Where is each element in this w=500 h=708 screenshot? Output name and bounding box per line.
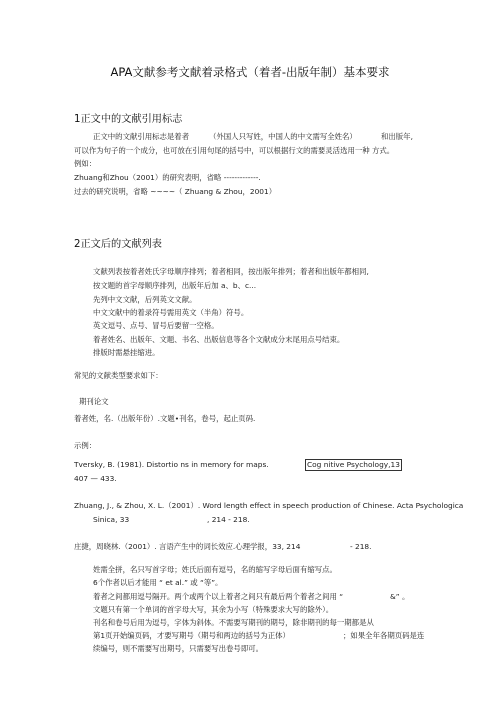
- example-label-2: 示例：: [74, 441, 97, 450]
- example-line-2: 过去的研究说明，省略 ~~~~（ Zhuang & Zhou，2001）: [74, 187, 277, 196]
- rule-line: 中文文献中的着录符号需用英文（半角）符号。: [93, 308, 249, 317]
- note-line: 姓需全拼，名只写首字母；姓氏后面有逗号，名的缩写字母后面有缩写点。: [93, 565, 337, 574]
- rule-line: 先列中文文献，后列英文文献。: [93, 295, 197, 304]
- reference-2-volume: Sinica, 33: [93, 515, 130, 524]
- reference-3-part-a: 庄捷，周晓林.（2001）. 言语产生中的词长效应.心理学报，33, 214: [74, 542, 301, 551]
- document-title: APA文献参考文献着录格式（着者-出版年制）基本要求: [110, 65, 390, 79]
- journal-heading: 期刊论文: [79, 397, 109, 406]
- sec1-para-line-2: 可以作为句子的一个成分，也可放在引用句尾的括号中，可以根据行文的需要灵活选用一种 方式。: [74, 146, 395, 155]
- note-line: 续编号，则不需要写出期号，只需要写出卷号即可。: [93, 644, 263, 653]
- journal-format: 着者姓，名.（出版年份）.文题•刊名，卷号，起止页码.: [74, 414, 256, 423]
- note-line-tail: ；如果全年各期页码是连: [343, 631, 425, 640]
- example-label: 例如：: [74, 159, 97, 168]
- reference-1-journal-box: Cog nitive Psychology,13: [307, 460, 400, 469]
- sec1-para-line-1a: 正文中的文献引用标志是着者: [93, 132, 190, 141]
- note-line: 着者之间都用逗号隔开。两个或两个以上着者之间只有最后两个着者之间用 “: [93, 592, 344, 601]
- note-line: 刊名和卷号后用为逗号，字体为斜体。不需要写期刊的期号，除非期刊的每一期都是从: [93, 618, 374, 627]
- section-2-heading: 2正文后的文献列表: [74, 239, 162, 250]
- rule-line: 按文题的首字母顺序排列，出版年后加 a、b、c...: [93, 281, 257, 290]
- note-line-tail: &” 。: [390, 592, 410, 601]
- sec1-para-line-1c: 和出版年,: [381, 132, 413, 141]
- note-line: 6个作者以后才能用 “ et al.” 或 “等”。: [93, 578, 223, 587]
- note-line: 第1页开始编页码，才要写期号（期号和两边的括号为正体）: [93, 631, 290, 640]
- types-intro: 常见的文献类型要求如下：: [74, 371, 163, 380]
- rule-line: 着者姓名、出版年、文题、书名、出版信息等各个文献成分末尾用点号结束。: [93, 335, 345, 344]
- example-line-1: Zhuang和Zhou（2001）的研究表明，省略 -------------.: [74, 173, 261, 182]
- section-1-heading: 1正文中的文献引用标志: [74, 114, 183, 125]
- reference-3-pages: - 218.: [350, 542, 372, 551]
- rule-line: 排版时需悬挂缩进。: [93, 348, 160, 357]
- rule-line: 英文逗号、点号、冒号后要留一空格。: [93, 321, 219, 330]
- sec1-para-line-1b: （外国人只写姓，中国人的中文需写全姓名）: [209, 132, 357, 141]
- reference-1-pages: 407 — 433.: [74, 474, 117, 483]
- reference-2-pages: , 214 - 218.: [207, 515, 250, 524]
- rule-line: 文献列表按着者姓氏字母顺序排列；着者相同，按出版年排列；着者和出版年都相同,: [93, 267, 369, 276]
- reference-1-part-a: Tversky, B. (1981). Distortio ns in memory for maps.: [74, 460, 269, 469]
- note-line: 文题只有第一个单词的首字母大写，其余为小写（特殊要求大写的除外）。: [93, 605, 334, 614]
- reference-2-part-a: Zhuang, J., & Zhou, X. L.（2001）. Word length effect in speech production of Chinese. Acta Psychologica: [74, 501, 464, 510]
